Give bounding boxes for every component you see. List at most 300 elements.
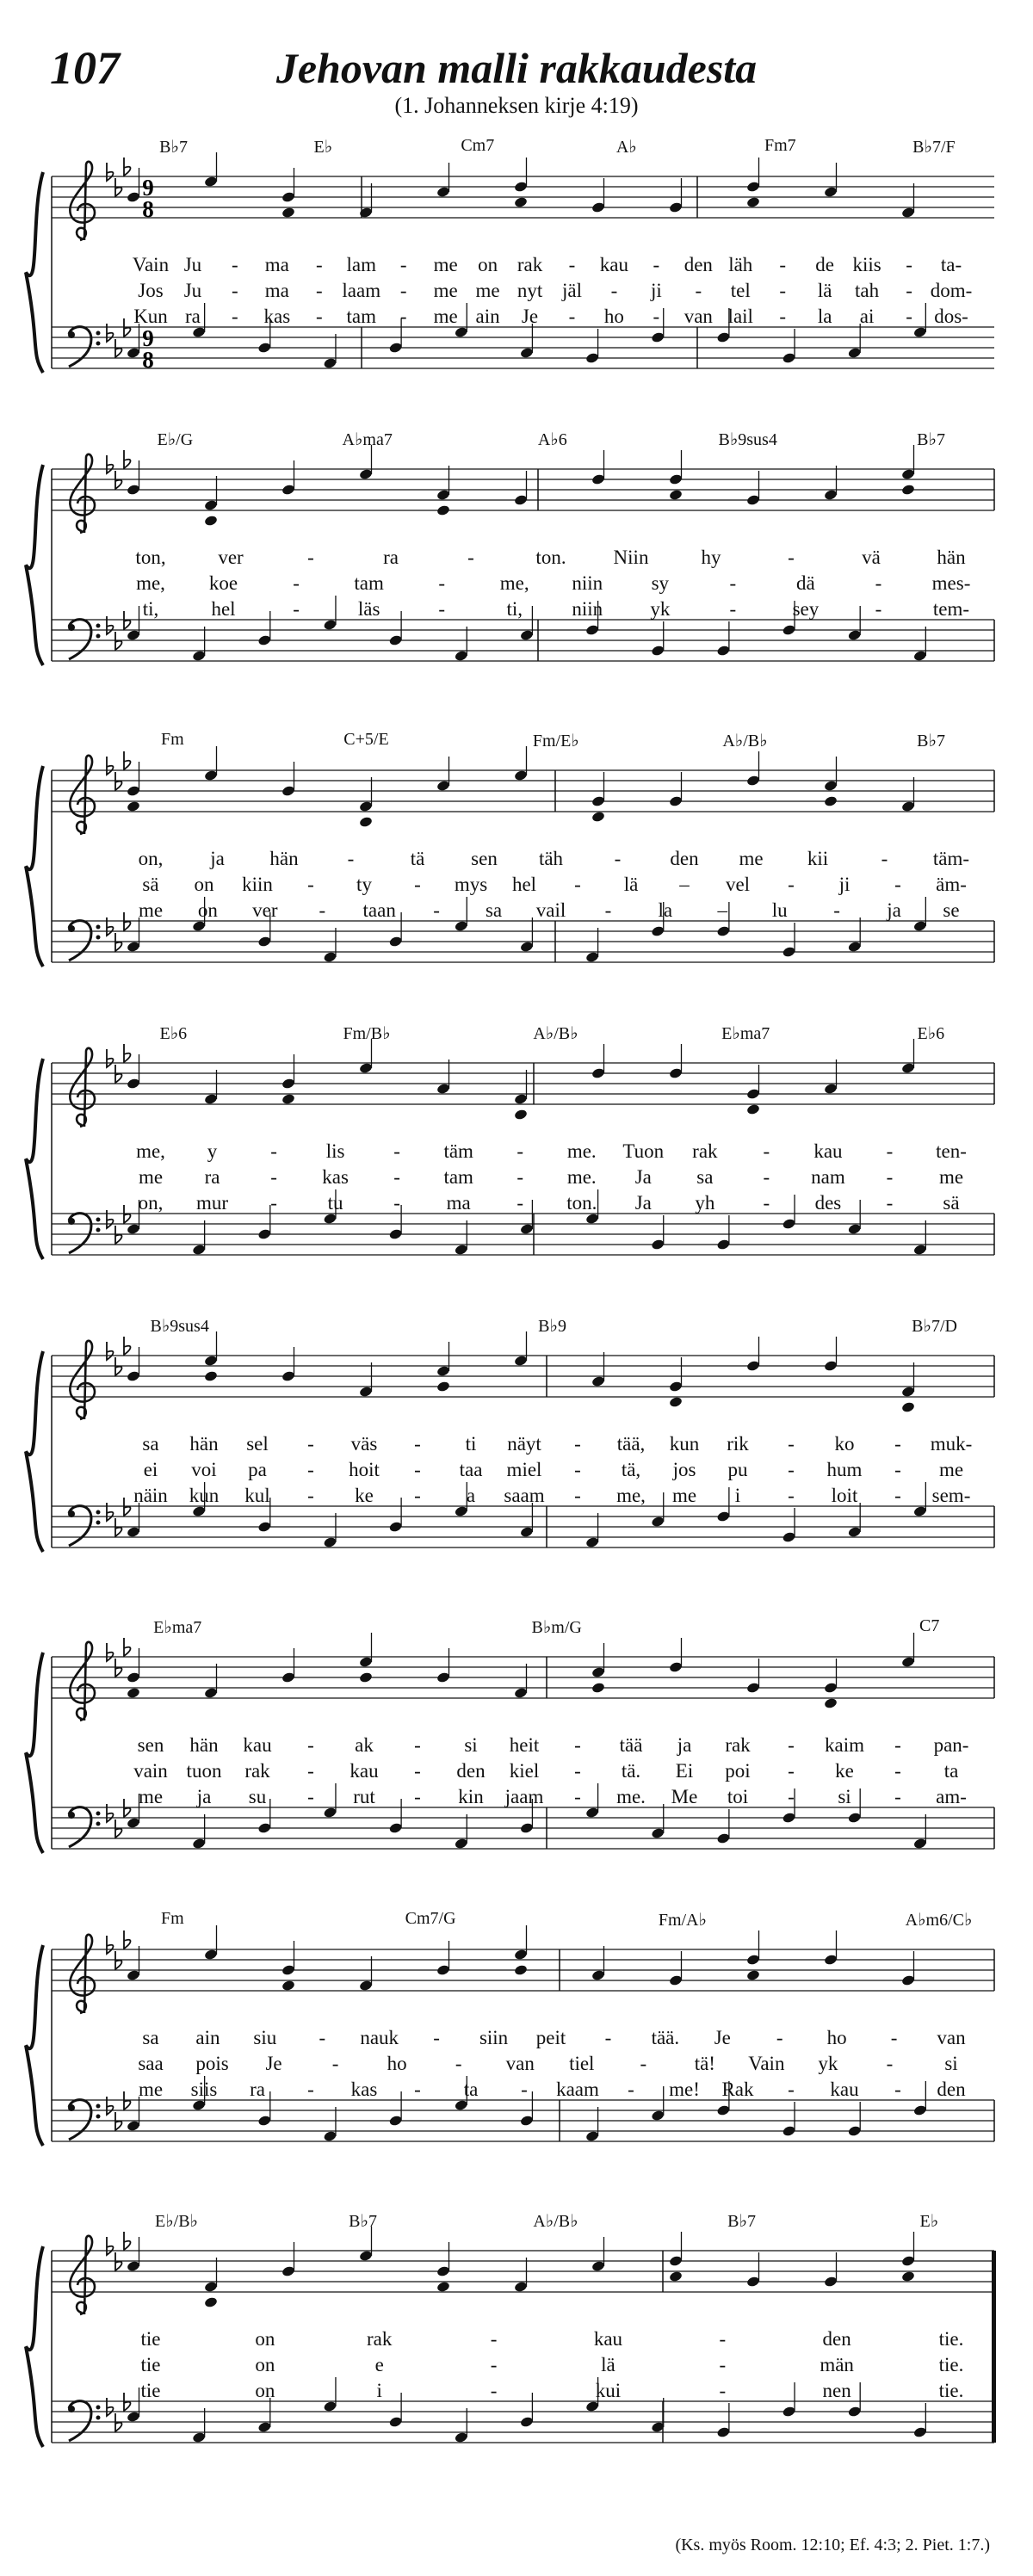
lyric-syllable: me [739,848,764,869]
lyric-syllable: des [814,1192,842,1214]
song-title: Jehovan malli rakkaudesta [275,44,758,92]
lyric-syllable: - [610,280,618,301]
lyric-syllable: siin [479,2027,509,2048]
lyric-syllable: - [315,280,323,301]
lyric-syllable: kii [807,848,829,869]
lyric-syllable: - [875,598,882,620]
lyric-syllable: lis [325,1140,345,1162]
lyric-syllable: - [890,2027,898,2048]
lyric-syllable: - [788,1459,795,1480]
lyric-syllable: tam [354,572,384,594]
lyric-syllable: on [197,899,218,921]
lyric-syllable: ton. [566,1192,597,1214]
lyric-syllable: ta [943,1760,959,1782]
time-signature-top: 9 [142,175,154,201]
lyric-syllable: - [894,1459,901,1480]
lyric-syllable: kun [669,1433,700,1455]
lyric-syllable: - [788,1786,795,1807]
lyric-syllable: - [604,899,612,921]
chord-symbol: E♭/B♭ [155,2212,198,2231]
lyric-syllable: - [521,2079,528,2100]
lyric-syllable: - [232,280,238,301]
lyric-syllable: ti, [142,598,159,620]
lyric-syllable: rak [692,1140,718,1162]
lyric-syllable: sä [142,874,159,895]
time-signature-bottom: 8 [142,196,154,222]
chord-symbol: Cm7/G [405,1909,456,1928]
lyric-syllable: me [138,1166,164,1188]
lyric-syllable: - [414,1459,421,1480]
treble-clef-icon [70,1642,95,1720]
lyric-syllable: tie [140,2380,161,2401]
lyric-syllable: me. [566,1140,597,1162]
lyric-syllable: - [719,2354,727,2375]
lyric-syllable: van [937,2027,966,2048]
lyric-syllable: lam [346,254,376,275]
lyric-syllable: - [881,848,888,869]
lyric-syllable: Ju [183,254,202,275]
chord-symbol: B♭7 [727,2212,756,2231]
lyric-syllable: - [574,874,581,895]
melody-notes [127,1039,916,1121]
lyric-syllable: ten- [936,1140,967,1162]
lyric-syllable: - [414,1786,421,1807]
lyric-syllable: – [717,899,728,921]
music-system [0,1308,1033,1592]
bass-clef-icon [68,2100,101,2140]
bass-clef-icon [68,620,101,659]
chord-symbol: E♭ [313,138,333,157]
lyric-syllable: ta [463,2079,479,2100]
lyric-syllable: on [255,2354,275,2375]
lyric-syllable: kaam [556,2079,599,2100]
bass-clef-icon [68,327,101,367]
lyric-syllable: voi [191,1459,217,1480]
lyric-syllable: - [414,1433,421,1455]
lyric-syllable: - [232,254,238,275]
lyric-syllable: ei [143,1459,158,1480]
lyric-syllable: lail [727,306,753,327]
lyric-syllable: on, [138,848,164,869]
lyric-syllable: - [788,1433,795,1455]
lyric-syllable: ain [195,2027,220,2048]
lyric-syllable: ji [838,874,851,895]
lyric-syllable: peit [535,2027,566,2048]
lyric-syllable: hel [511,874,537,895]
lyric-syllable: tam [346,306,376,327]
lyric-syllable: sa [485,899,503,921]
melody-notes [127,1925,916,1992]
lyric-syllable: - [270,1166,277,1188]
lyric-syllable: - [574,1786,581,1807]
lyric-syllable: su [248,1786,267,1807]
lyric-syllable: kaim [825,1734,864,1756]
lyric-syllable: - [315,306,323,327]
lyric-syllable: sen [471,848,498,869]
lyric-syllable: - [886,2053,894,2074]
lyric-syllable: - [574,1760,581,1782]
lyric-syllable: - [574,1459,581,1480]
lyric-syllable: - [399,280,407,301]
lyric-syllable: taan [362,899,396,921]
lyric-syllable: kau [243,1734,272,1756]
lyric-syllable: - [729,598,737,620]
lyric-syllable: - [894,1433,901,1455]
chord-symbol: E♭ma7 [721,1024,770,1043]
lyric-syllable: - [270,1192,277,1214]
lyric-syllable: laam [342,280,381,301]
lyric-syllable: me [433,306,458,327]
lyric-syllable: kau [813,1140,843,1162]
lyric-syllable: van [684,306,713,327]
chord-symbol: Fm/E♭ [532,732,579,751]
lyric-syllable: koe [208,572,238,594]
lyric-syllable: kas [350,2079,378,2100]
lyric-syllable: ho [826,2027,847,2048]
lyric-syllable: pu [727,1459,748,1480]
bass-staff [52,1506,994,1547]
treble-clef-icon [70,454,95,533]
treble-clef-icon [70,2236,95,2314]
lyric-syllable: Ju [183,280,202,301]
lyric-syllable: muk- [930,1433,973,1455]
lyric-syllable: ra [185,306,201,327]
lyric-syllable: pa [248,1459,267,1480]
lyric-syllable: on [478,254,498,275]
bass-staff [52,327,994,368]
lyric-syllable: - [763,1166,770,1188]
music-system [0,422,1033,706]
lyric-syllable: hän [189,1433,219,1455]
lyric-syllable: - [695,280,702,301]
lyric-syllable: mur [196,1192,229,1214]
lyric-syllable: ton, [135,547,166,568]
lyric-syllable: tie [140,2328,161,2350]
lyric-syllable: - [307,1433,314,1455]
lyric-syllable: sen [137,1734,164,1756]
brace-icon [26,766,43,967]
lyric-syllable: Rak [721,2079,754,2100]
lyric-syllable: ja [196,1786,212,1807]
lyric-syllable: tu [327,1192,343,1214]
lyric-syllable: toi [727,1786,749,1807]
lyric-syllable: dom- [930,280,973,301]
chord-symbol: B♭m/G [531,1618,582,1637]
lyric-syllable: sel [246,1433,269,1455]
lyric-syllable: - [788,2079,795,2100]
bass-staff [52,1214,994,1255]
lyric-syllable: i [734,1485,741,1506]
lyric-syllable: Je [265,2053,282,2074]
lyric-syllable: kui [595,2380,622,2401]
lyric-syllable: sa [696,1166,714,1188]
lyric-syllable: - [438,572,446,594]
lyric-syllable: ra [204,1166,220,1188]
lyric-syllable: me, [136,572,165,594]
lyric-syllable: kiis [852,254,881,275]
lyric-syllable: kin [458,1786,484,1807]
lyric-syllable: - [719,2328,727,2350]
music-system [0,1016,1033,1300]
lyric-syllable: on [194,874,214,895]
chord-symbol: C7 [919,1616,940,1635]
lyric-syllable: - [779,280,787,301]
chord-symbol: A♭/B♭ [533,2212,578,2231]
lyric-syllable: loit [831,1485,858,1506]
lyric-syllable: - [307,1459,314,1480]
chord-symbol: E♭6 [159,1024,188,1043]
lyric-syllable: heit [509,1734,540,1756]
lyric-syllable: yh [695,1192,715,1214]
lyric-syllable: sey [792,598,820,620]
bass-time-signature [142,325,154,373]
lyric-syllable: nyt [516,280,543,301]
lyric-syllable: tie [140,2354,161,2375]
melody-notes [127,746,916,828]
lyric-syllable: yk [818,2053,838,2074]
lyric-syllable: tä! [694,2053,715,2074]
lyric-syllable: - [875,572,882,594]
lyric-syllable: ain [475,306,500,327]
lyric-syllable: täh [538,848,564,869]
lyric-syllable: tiel [569,2053,595,2074]
lyric-syllable: Niin [613,547,649,568]
lyric-syllable: kau [599,254,629,275]
lyric-syllable: - [894,874,901,895]
chord-symbol: B♭9 [538,1317,566,1336]
lyric-syllable: - [307,1485,314,1506]
footer-reference: (Ks. myös Room. 12:10; Ef. 4:3; 2. Piet. 1:7.) [675,2536,990,2554]
lyric-syllable: vä [862,547,881,568]
lyric-syllable: ra [250,2079,265,2100]
lyric-syllable: siis [190,2079,218,2100]
lyric-syllable: de [815,254,835,275]
lyric-syllable: - [568,306,576,327]
lyric-syllable: lä [817,280,832,301]
lyric-syllable: den [937,2079,966,2100]
lyric-syllable: lä [601,2354,615,2375]
lyric-syllable: näin [133,1485,168,1506]
lyric-syllable: poi [725,1760,751,1782]
chord-symbol: E♭ [919,2212,939,2231]
lyric-syllable: ton. [535,547,566,568]
lyric-syllable: - [414,2079,421,2100]
lyric-syllable: am- [936,1786,967,1807]
lyric-syllable: tää. [651,2027,680,2048]
chord-symbol: E♭/G [157,430,194,449]
time-signature-top: 9 [142,325,154,351]
brace-icon [26,465,43,665]
melody-notes [127,152,916,219]
lyric-syllable: den [670,848,699,869]
lyric-syllable: kau [349,1760,379,1782]
lyric-syllable: vel [725,874,751,895]
lyric-syllable: - [788,1485,795,1506]
lyric-syllable: - [628,2079,634,2100]
chord-symbol: B♭7 [159,138,188,157]
lyric-syllable: - [438,598,446,620]
lyric-syllable: saa [138,2053,164,2074]
chord-symbol: B♭9sus4 [718,430,777,449]
lyric-syllable: me [938,1166,964,1188]
lyric-syllable: pois [195,2053,229,2074]
treble-clef-icon [70,162,95,240]
music-system [0,1902,1033,2186]
lyric-syllable: on [255,2328,275,2350]
lyric-syllable: Je [714,2027,731,2048]
lyric-syllable: - [788,547,795,568]
lyric-syllable: - [906,254,912,275]
chord-symbol: A♭m6/C♭ [905,1911,973,1930]
lyric-syllable: lä [623,874,639,895]
lyric-syllable: taa [459,1459,483,1480]
lyric-syllable: me, [136,1140,165,1162]
lyric-syllable: kiin [242,874,273,895]
lyric-syllable: - [894,1485,901,1506]
lyric-syllable: Ja [634,1166,652,1188]
lyric-syllable: e [374,2354,384,2375]
lyric-syllable: tä. [621,1760,641,1782]
lyric-syllable: hän [937,547,966,568]
bass-notes [127,897,927,963]
lyric-syllable: - [516,1192,524,1214]
lyric-syllable: - [393,1192,400,1214]
lyric-syllable: la [658,899,673,921]
chord-symbol: B♭7 [917,430,945,449]
lyric-syllable: Kun [133,306,168,327]
lyric-syllable: - [614,848,622,869]
lyric-syllable: - [414,1760,421,1782]
lyric-syllable: - [307,1760,314,1782]
lyric-syllable: - [319,899,326,921]
lyric-syllable: pan- [933,1734,969,1756]
lyric-syllable: ja [210,848,225,869]
lyric-syllable: ver [252,899,278,921]
lyric-syllable: - [319,2027,326,2048]
lyric-syllable: tä [410,848,425,869]
bass-clef-icon [68,1807,101,1847]
lyric-syllable: ai [859,306,875,327]
bass-notes [127,1189,927,1256]
lyric-syllable: den [456,1760,486,1782]
lyric-syllable: sa [142,2027,159,2048]
lyric-syllable: nen [822,2380,851,2401]
lyric-syllable: i [376,2380,382,2401]
lyric-syllable: vain [133,1760,168,1782]
lyric-syllable: rak [725,1734,751,1756]
lyric-syllable: tie. [938,2328,964,2350]
lyric-syllable: täm- [932,848,970,869]
lyric-syllable: Vain [132,254,170,275]
brace-icon [26,1652,43,1853]
lyric-syllable: me [938,1459,964,1480]
lyric-syllable: - [490,2328,498,2350]
lyric-syllable: niin [572,572,603,594]
lyric-syllable: lu [771,899,788,921]
bass-staff [52,921,994,962]
chord-symbol: Cm7 [461,136,495,155]
lyric-syllable: on [255,2380,275,2401]
lyric-syllable: me. [566,1166,597,1188]
lyric-syllable: ji [650,280,662,301]
lyric-syllable: - [894,2079,901,2100]
lyric-syllable: - [490,2380,498,2401]
melody-notes [127,2227,916,2308]
lyric-syllable: - [719,2380,727,2401]
lyric-syllable: – [679,874,690,895]
lyric-syllable: Vain [748,2053,785,2074]
lyric-syllable: ko [834,1433,855,1455]
lyric-syllable: hän [269,848,299,869]
lyric-syllable: - [640,2053,647,2074]
chord-symbol: Fm [160,1909,184,1928]
lyric-syllable: dos- [934,306,968,327]
lyric-syllable: yk [650,598,671,620]
lyric-syllable: läh [728,254,753,275]
lyric-syllable: me [138,2079,164,2100]
song-number: 107 [50,42,120,94]
lyric-syllable: si [944,2053,958,2074]
lyric-syllable: kas [322,1166,349,1188]
lyric-syllable: me [433,280,458,301]
lyric-syllable: vail [535,899,566,921]
lyric-syllable: - [315,254,323,275]
lyric-syllable: kau [830,2079,859,2100]
brace-icon [26,1059,43,1259]
lyric-syllable: hoit [349,1459,380,1480]
lyric-syllable: ja [887,899,901,921]
chord-symbol: Fm/A♭ [658,1911,707,1930]
lyric-syllable: näyt [507,1433,541,1455]
bass-clef-icon [68,1214,101,1253]
lyric-syllable: hel [211,598,236,620]
lyric-syllable: tää [619,1734,643,1756]
brace-icon [26,2246,43,2447]
chord-symbol: A♭/B♭ [533,1024,578,1043]
song-header [0,0,1033,120]
lyric-syllable: - [307,1786,314,1807]
lyric-syllable: tä, [621,1459,641,1480]
chord-symbol: E♭ma7 [153,1618,202,1637]
lyric-syllable: - [399,254,407,275]
lyric-syllable: saam [504,1485,545,1506]
lyric-syllable: - [414,1485,421,1506]
lyric-syllable: jaam [504,1786,544,1807]
lyric-syllable: - [393,1166,400,1188]
lyric-syllable: ra [383,547,399,568]
lyric-syllable: hy [701,547,721,568]
lyric-syllable: - [516,1140,524,1162]
bass-notes [127,2377,927,2443]
lyric-syllable: - [886,1192,894,1214]
lyric-syllable: - [331,2053,339,2074]
lyric-syllable: ti, [506,598,523,620]
lyric-syllable: - [894,1734,901,1756]
music-system [0,129,1033,413]
lyric-syllable: täm [443,1140,473,1162]
lyric-syllable: tel [730,280,751,301]
lyric-syllable: - [788,1734,795,1756]
lyric-syllable: sy [651,572,670,594]
lyric-syllable: - [886,1166,894,1188]
lyric-syllable: den [822,2328,851,2350]
lyric-syllable: rut [353,1786,375,1807]
treble-clef-icon [70,756,95,834]
lyric-syllable: ty [356,874,372,895]
chord-symbol: E♭6 [917,1024,945,1043]
lyric-syllable: kas [263,306,291,327]
lyric-syllable: - [393,1140,400,1162]
